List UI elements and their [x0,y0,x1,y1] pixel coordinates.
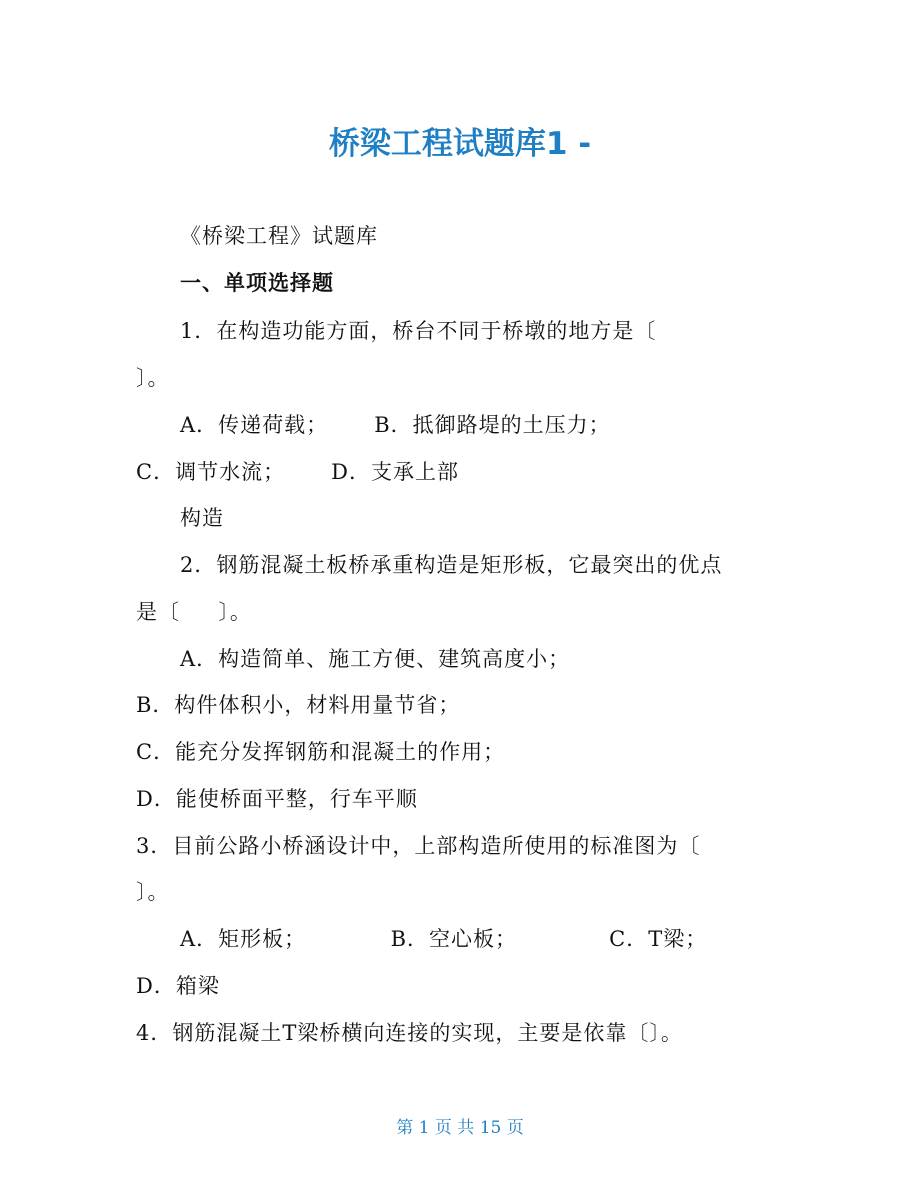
question-2-stem: 2．钢筋混凝土板桥承重构造是矩形板，它最突出的优点 [180,553,723,577]
question-1-stem-cont: 〕。 [136,366,170,390]
page-footer: 第 1 页 共 15 页 [396,1118,524,1138]
question-2-option-b: B．构件体积小，材料用量节省； [136,693,461,717]
question-4-stem: 4．钢筋混凝土T梁桥横向连接的实现，主要是依靠〔〕。 [136,1021,683,1045]
question-2-stem-cont: 是〔 〕。 [136,600,252,624]
question-2-option-a: A．构造简单、施工方便、建筑高度小； [180,647,571,671]
question-1-options-cd: C．调节水流； D．支承上部 [136,460,459,484]
page-title: 桥梁工程试题库1 - [328,126,592,162]
question-3-stem: 3．目前公路小桥涵设计中，上部构造所使用的标准图为〔 [136,834,701,858]
question-1-options-ab: A．传递荷载； B．抵御路堤的土压力； [180,413,611,437]
section-heading: 一、单项选择题 [180,271,334,295]
subtitle-line: 《桥梁工程》试题库 [180,224,378,248]
question-2-option-c: C．能充分发挥钢筋和混凝土的作用； [136,740,506,764]
question-1-options-cont: 构造 [180,506,224,530]
question-3-option-d: D．箱梁 [136,974,220,998]
question-2-option-d: D．能使桥面平整，行车平顺 [136,787,418,811]
question-3-options-abc: A．矩形板； B．空心板； C．T梁； [180,927,708,951]
question-1-stem: 1．在构造功能方面，桥台不同于桥墩的地方是〔 [180,319,657,343]
question-3-stem-cont: 〕。 [136,880,170,904]
